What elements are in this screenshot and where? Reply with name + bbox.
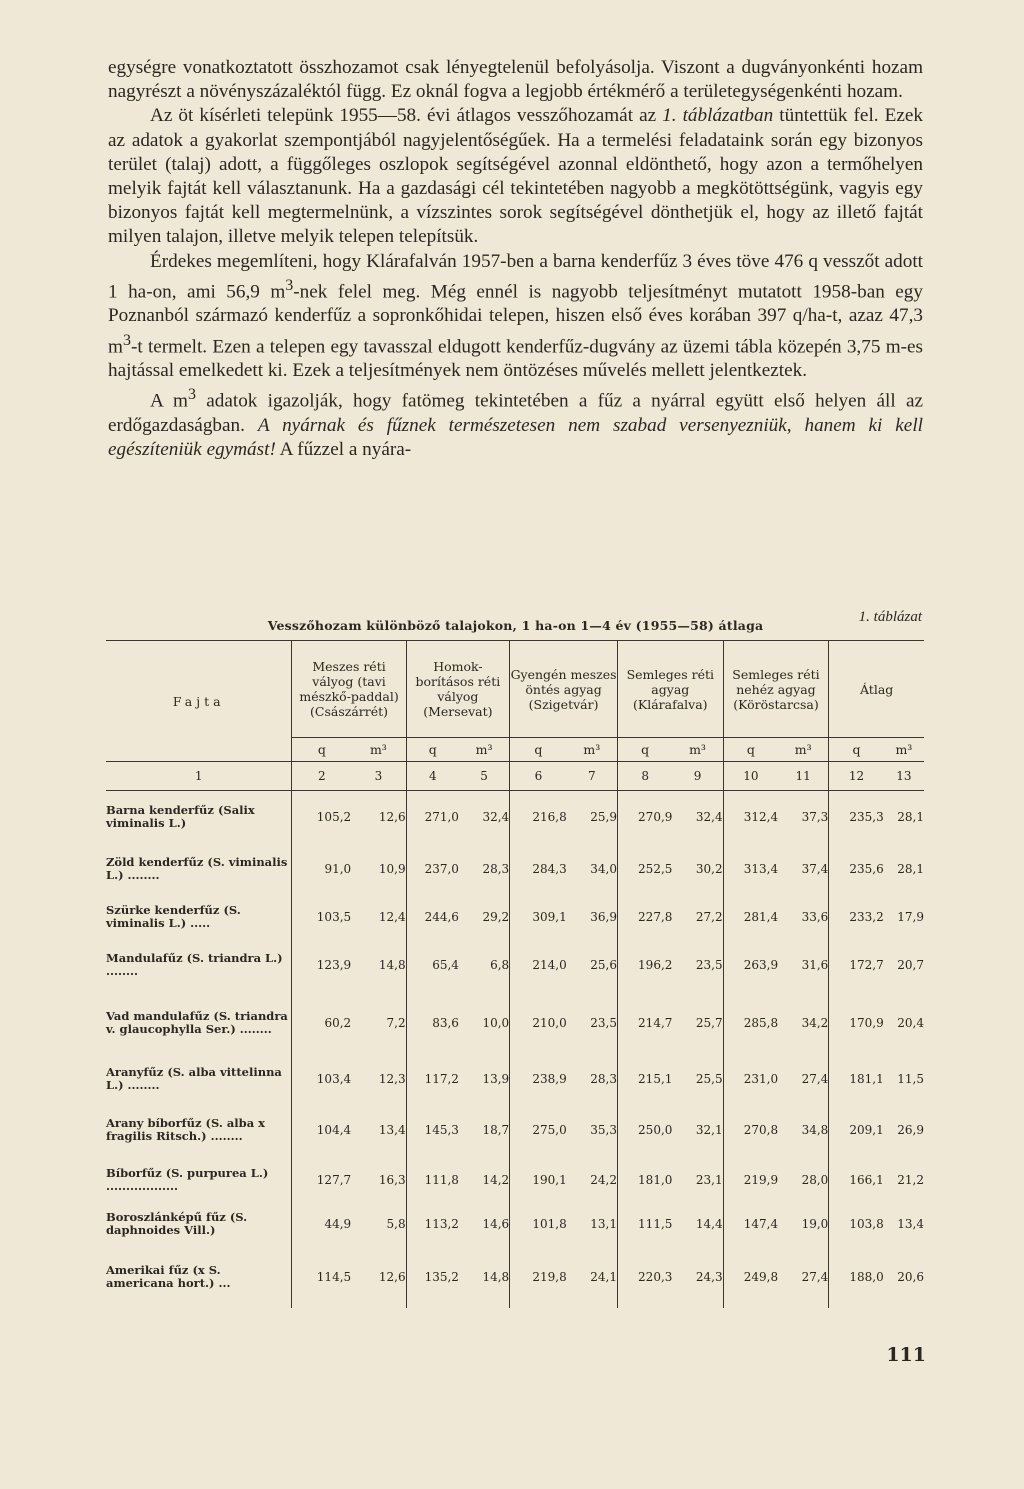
variety-name-cell: Mandulafűz (S. triandra L.) ........ — [106, 940, 292, 990]
value-cell: 14,6 — [459, 1202, 510, 1246]
value-cell: 27,4 — [778, 1246, 829, 1308]
value-cell: 23,1 — [672, 1158, 723, 1202]
value-cell: 114,5 — [316, 1269, 352, 1284]
col-header-site-3: Gyengén meszes öntés agyag (Szigetvár) — [510, 641, 618, 738]
value-cell: 31,6 — [778, 940, 829, 990]
value-cell: 313,4 — [743, 861, 779, 876]
value-cell: 117,2 — [424, 1071, 459, 1086]
column-number-cell: 3 — [351, 762, 406, 791]
paragraph-1: egységre vonatkoztatott összhozamot csak lényegtelenül befolyásolja. Viszont a dugványonkénti hozam nagyrészt a növényszázaléktól függ. Ez oknál fogva a legjobb értékmérő a területegységenkénti hozam. — [108, 57, 923, 103]
value-cell: 214,7 — [638, 1015, 673, 1030]
value-cell: 103,4 — [316, 1071, 352, 1086]
column-number-cell: 6 — [534, 769, 543, 783]
value-cell: 32,1 — [672, 1102, 723, 1158]
value-cell: 252,5 — [638, 861, 673, 876]
value-cell: 111,5 — [638, 1216, 673, 1231]
value-cell: 60,2 — [324, 1015, 352, 1030]
unit-cell: m³ — [567, 738, 618, 762]
table-row — [106, 1056, 924, 1102]
value-cell: 285,8 — [743, 1015, 779, 1030]
value-cell: 309,1 — [532, 909, 567, 924]
unit-cell: q — [746, 742, 755, 757]
value-cell: 281,4 — [743, 909, 779, 924]
value-cell: 12,4 — [351, 894, 406, 940]
value-cell: 34,8 — [778, 1102, 829, 1158]
value-cell: 12,6 — [351, 791, 406, 844]
value-cell: 13,4 — [351, 1102, 406, 1158]
unit-cell: q — [317, 742, 326, 757]
value-cell: 284,3 — [532, 861, 567, 876]
value-cell: 28,1 — [897, 861, 924, 876]
col-header-site-2: Homok-borításos réti vályog (Mersevat) — [406, 641, 510, 738]
column-number-cell: 10 — [743, 769, 759, 783]
value-cell: 34,0 — [567, 844, 618, 894]
value-cell: 83,6 — [432, 1015, 459, 1030]
variety-name-cell: Vad mandulafűz (S. triandra v. glaucophylla Ser.) ........ — [106, 990, 292, 1056]
variety-name-cell: Arany bíborfűz (S. alba x fragilis Ritsch.) ........ — [106, 1102, 292, 1158]
value-cell: 29,2 — [459, 894, 510, 940]
unit-cell: q — [534, 742, 543, 757]
col-header-variety: Fajta — [106, 641, 292, 762]
variety-name-cell: Szürke kenderfűz (S. viminalis L.) ..... — [106, 894, 292, 940]
variety-name-cell: Bíborfűz (S. purpurea L.) .................. — [106, 1158, 292, 1202]
value-cell: 170,9 — [849, 1015, 884, 1030]
value-cell: 28,3 — [567, 1056, 618, 1102]
value-cell: 127,7 — [316, 1172, 352, 1187]
value-cell: 237,0 — [424, 861, 459, 876]
value-cell: 235,6 — [849, 861, 884, 876]
table-title: Vesszőhozam különböző talajokon, 1 ha-on 1—4 év (1955—58) átlaga — [267, 618, 764, 633]
value-cell: 12,6 — [351, 1246, 406, 1308]
paragraph-3: Érdekes megemlíteni, hogy Klárafalván 1957-ben a barna kenderfűz 3 éves töve 476 q vesszőt adott 1 ha-on, ami 56,9 $m^3$-nek felel meg. Még ennél is nagyobb teljesítményt mutatott 1958-ban egy Poznanból származó kenderfűz a sopronkőhidai telepen, hiszen első éves korában 397 q/ha-t, azaz 47,3 $m^3-t$ termelt. Ezen a telepen egy tavasszal eldugott kenderfűz-dugvány az üzemi tábla közepén 3,75 m-es hajtással emelkedett ki. Ezek a teljesítmények nem öntözéses művelés mellett jelentkeztek. — [108, 250, 923, 382]
value-cell: 28,1 — [897, 810, 924, 825]
value-cell: 235,3 — [849, 810, 884, 825]
value-cell: 18,7 — [459, 1102, 510, 1158]
column-number-cell: 12 — [848, 769, 865, 783]
column-number-cell: 4 — [428, 769, 437, 783]
value-cell: 238,9 — [532, 1071, 567, 1086]
value-cell: 37,3 — [778, 791, 829, 844]
value-cell: 263,9 — [743, 957, 779, 972]
value-cell: 219,8 — [532, 1269, 567, 1284]
table-number: 1. táblázat — [858, 609, 922, 625]
table-row — [106, 1158, 924, 1202]
variety-name-cell: Aranyfűz (S. alba vittelinna L.) ........ — [106, 1056, 292, 1102]
value-cell: 13,9 — [459, 1056, 510, 1102]
paragraph-2: Az öt kísérleti telepünk 1955—58. évi átlagos vesszőhozamát az 1. táblázatban tüntettük fel. Ezek az adatok a gyakorlat szempontjából nagyjelentőségűek. Ha a termelési feladataink során egy bizonyos terület (talaj) adott, a függőleges oszlopok segítségével azonnal eldönthető, hogy azon a termőhelyen melyik fajtát kell választanunk. Ha a gazdasági cél tekintetében nagyobb a megkötöttségünk, vagyis egy bizonyos fajtát kell megtermelnünk, a vízszintes sorok segítségével dönthetjük el, hogy az illető fajtát milyen talajon, illetve melyik telepen telepítsük. — [108, 105, 923, 248]
variety-name-cell: Amerikai fűz (x S. americana hort.) ... — [106, 1246, 292, 1308]
value-cell: 190,1 — [532, 1172, 567, 1187]
value-cell: 209,1 — [849, 1122, 884, 1137]
col-header-site-5: Semleges réti nehéz agyag (Köröstarcsa) — [723, 641, 829, 738]
value-cell: 25,9 — [567, 791, 618, 844]
column-number-cell: 5 — [459, 762, 510, 791]
table-row — [106, 1246, 924, 1308]
value-cell: 34,2 — [778, 990, 829, 1056]
yield-table — [106, 640, 924, 1308]
value-cell: 10,0 — [459, 990, 510, 1056]
value-cell: 275,0 — [532, 1122, 567, 1137]
value-cell: 10,9 — [351, 844, 406, 894]
unit-cell: m³ — [351, 738, 406, 762]
value-cell: 219,9 — [743, 1172, 779, 1187]
value-cell: 216,8 — [532, 810, 567, 825]
value-cell: 27,2 — [672, 894, 723, 940]
value-cell: 231,0 — [743, 1071, 779, 1086]
value-cell: 35,3 — [567, 1102, 618, 1158]
value-cell: 12,3 — [351, 1056, 406, 1102]
unit-cell: q — [852, 742, 861, 757]
value-cell: 14,4 — [672, 1202, 723, 1246]
value-cell: 25,5 — [672, 1056, 723, 1102]
column-number-cell: 7 — [567, 762, 618, 791]
value-cell: 13,1 — [567, 1202, 618, 1246]
value-cell: 104,4 — [316, 1122, 352, 1137]
unit-cell: m³ — [672, 738, 723, 762]
value-cell: 65,4 — [432, 957, 459, 972]
value-cell: 32,4 — [672, 791, 723, 844]
table-row — [106, 844, 924, 894]
value-cell: 215,1 — [638, 1071, 673, 1086]
value-cell: 16,3 — [351, 1158, 406, 1202]
col-header-site-4: Semleges réti agyag (Klárafalva) — [617, 641, 723, 738]
value-cell: 28,3 — [459, 844, 510, 894]
value-cell: 5,8 — [351, 1202, 406, 1246]
column-number-cell: 8 — [641, 769, 649, 783]
value-cell: 181,1 — [849, 1071, 884, 1086]
value-cell: 24,1 — [567, 1246, 618, 1308]
table-row — [106, 894, 924, 940]
value-cell: 36,9 — [567, 894, 618, 940]
value-cell: 233,2 — [849, 909, 884, 924]
value-cell: 32,4 — [459, 791, 510, 844]
value-cell: 147,4 — [743, 1216, 779, 1231]
value-cell: 33,6 — [778, 894, 829, 940]
value-cell: 210,0 — [532, 1015, 567, 1030]
body-text — [108, 56, 923, 462]
table-row — [106, 940, 924, 990]
column-number-cell: 11 — [778, 762, 829, 791]
value-cell: 105,2 — [316, 810, 352, 825]
table-body — [106, 762, 924, 1308]
value-cell: 123,9 — [316, 957, 352, 972]
value-cell: 17,9 — [897, 909, 924, 924]
value-cell: 270,9 — [638, 810, 673, 825]
value-cell: 103,5 — [316, 909, 352, 924]
value-cell: 111,8 — [424, 1172, 459, 1187]
value-cell: 250,0 — [638, 1122, 673, 1137]
column-number-cell: 13 — [896, 769, 912, 783]
value-cell: 312,4 — [743, 810, 779, 825]
col-header-average: Átlag — [829, 641, 924, 738]
value-cell: 166,1 — [849, 1172, 884, 1187]
value-cell: 91,0 — [324, 861, 352, 876]
value-cell: 196,2 — [638, 957, 673, 972]
value-cell: 270,8 — [743, 1122, 779, 1137]
index-row — [106, 762, 924, 791]
table-row — [106, 990, 924, 1056]
unit-cell: m³ — [895, 742, 913, 757]
column-number-cell: 1 — [106, 762, 292, 791]
value-cell: 20,4 — [897, 1015, 924, 1030]
value-cell: 23,5 — [567, 990, 618, 1056]
value-cell: 220,3 — [638, 1269, 673, 1284]
page-number: 111 — [886, 1344, 926, 1366]
value-cell: 24,3 — [672, 1246, 723, 1308]
value-cell: 6,8 — [459, 940, 510, 990]
value-cell: 214,0 — [532, 957, 567, 972]
value-cell: 27,4 — [778, 1056, 829, 1102]
value-cell: 145,3 — [424, 1122, 459, 1137]
variety-name-cell: Barna kenderfűz (Salix viminalis L.) — [106, 791, 292, 844]
value-cell: 30,2 — [672, 844, 723, 894]
table-row — [106, 1102, 924, 1158]
unit-cell: q — [428, 742, 437, 757]
value-cell: 20,6 — [897, 1269, 924, 1284]
unit-cell: m³ — [778, 738, 829, 762]
value-cell: 14,8 — [459, 1246, 510, 1308]
value-cell: 14,8 — [351, 940, 406, 990]
col-header-site-1: Meszes réti vályog (tavi mészkő-paddal) (Császárrét) — [292, 641, 406, 738]
value-cell: 28,0 — [778, 1158, 829, 1202]
value-cell: 227,8 — [638, 909, 673, 924]
value-cell: 23,5 — [672, 940, 723, 990]
value-cell: 101,8 — [532, 1216, 567, 1231]
value-cell: 188,0 — [849, 1269, 884, 1284]
table-row — [106, 1202, 924, 1246]
table-row — [106, 791, 924, 844]
unit-cell: q — [641, 742, 650, 757]
value-cell: 244,6 — [424, 909, 459, 924]
value-cell: 26,9 — [897, 1122, 924, 1137]
variety-name-cell: Boroszlánképű fűz (S. daphnoides Vill.) — [106, 1202, 292, 1246]
value-cell: 25,6 — [567, 940, 618, 990]
variety-name-cell: Zöld kenderfűz (S. viminalis L.) ........ — [106, 844, 292, 894]
value-cell: 103,8 — [849, 1216, 884, 1231]
value-cell: 113,2 — [424, 1216, 459, 1231]
value-cell: 172,7 — [849, 957, 884, 972]
value-cell: 11,5 — [897, 1071, 924, 1086]
value-cell: 7,2 — [351, 990, 406, 1056]
value-cell: 25,7 — [672, 990, 723, 1056]
value-cell: 20,7 — [897, 957, 924, 972]
value-cell: 21,2 — [897, 1172, 924, 1187]
value-cell: 271,0 — [424, 810, 459, 825]
column-number-cell: 2 — [318, 769, 326, 783]
value-cell: 14,2 — [459, 1158, 510, 1202]
value-cell: 37,4 — [778, 844, 829, 894]
value-cell: 19,0 — [778, 1202, 829, 1246]
value-cell: 135,2 — [424, 1269, 459, 1284]
column-number-cell: 9 — [672, 762, 723, 791]
value-cell: 249,8 — [743, 1269, 779, 1284]
value-cell: 24,2 — [567, 1158, 618, 1202]
unit-cell: m³ — [459, 738, 510, 762]
value-cell: 13,4 — [897, 1216, 924, 1231]
value-cell: 181,0 — [638, 1172, 673, 1187]
paragraph-4: A $m^3$ adatok igazolják, hogy fatömeg tekintetében a fűz a nyárral együtt első helyen áll az erdőgazdaságban. A nyárnak és fűznek természetesen nem szabad versenyezniük, hanem ki kell egészíteniük egymást! A fűzzel a nyára- — [108, 386, 923, 461]
value-cell: 44,9 — [324, 1216, 352, 1231]
